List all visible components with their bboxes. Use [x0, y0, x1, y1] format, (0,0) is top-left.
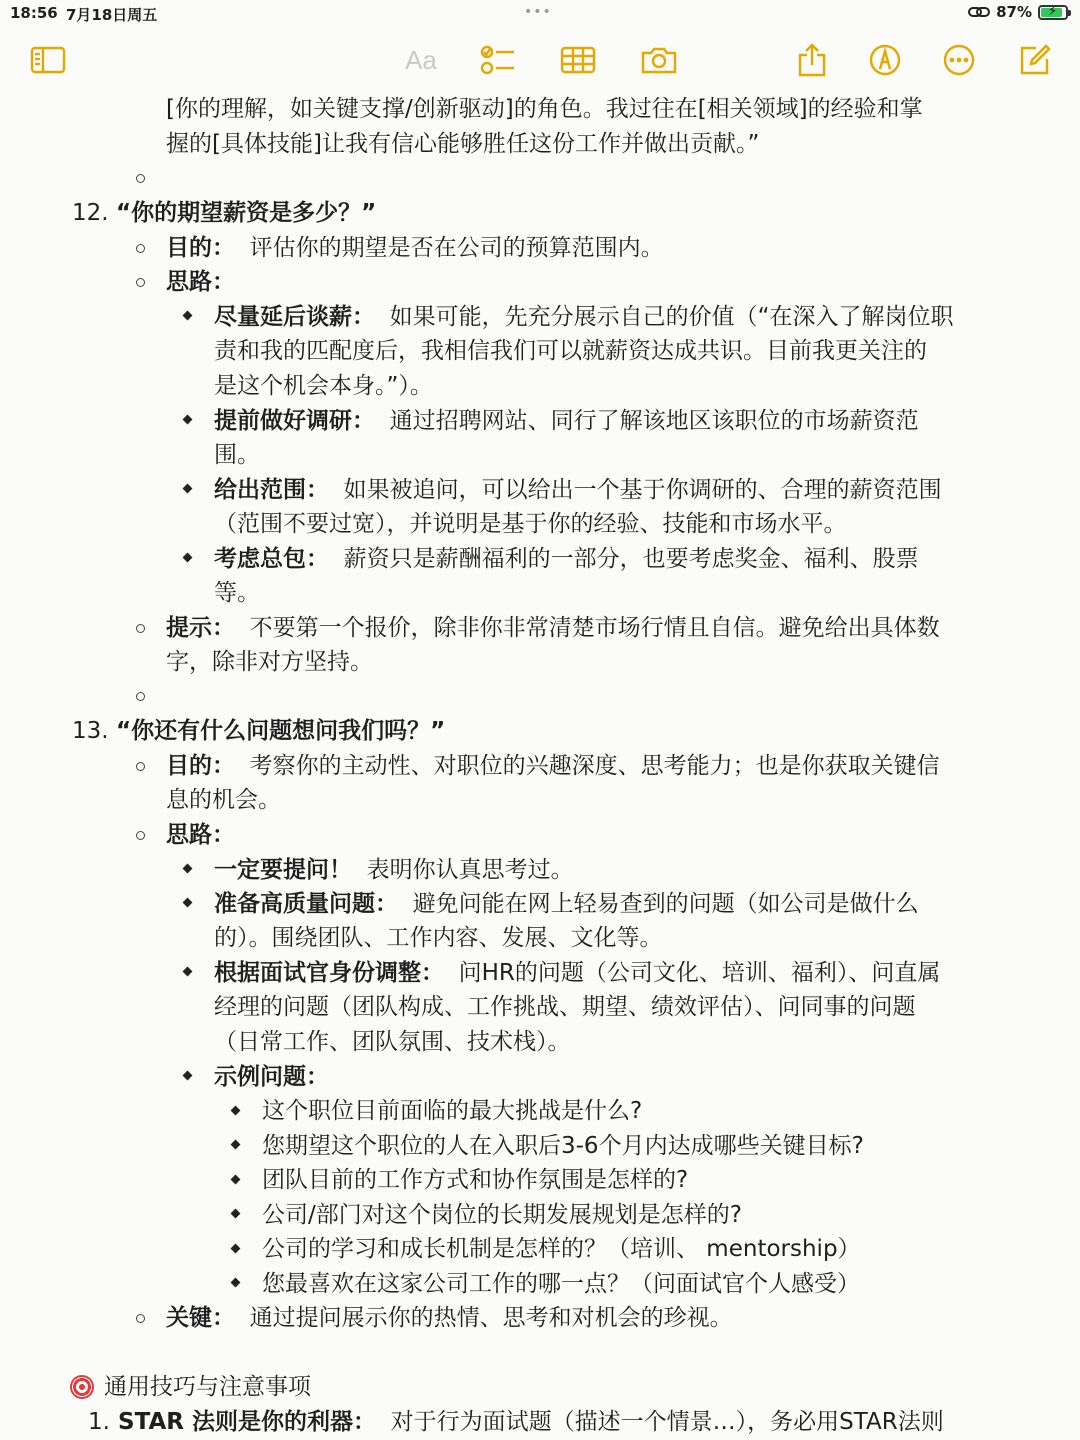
bullet-circle: [136, 624, 145, 633]
label: 一定要提问！: [214, 857, 352, 883]
label: STAR 法则是你的利器：: [118, 1409, 376, 1435]
battery-icon: [1038, 5, 1068, 20]
target-emoji-icon: [70, 1375, 94, 1399]
status-bar: [0, 0, 1080, 28]
q12-title: “你的期望薪资是多少？”: [116, 200, 377, 226]
checklist-button[interactable]: [478, 40, 518, 80]
bullet-circle: [136, 244, 145, 253]
example-3: 团队目前的工作方式和协作氛围是怎样的?: [262, 1167, 689, 1193]
section-title: 通用技巧与注意事项: [104, 1374, 311, 1400]
q12-b1-l2: 责和我的匹配度后，我相信我们可以就薪资达成共识。目前我更关注的: [214, 338, 927, 364]
bullet-diamond: [231, 1175, 241, 1185]
section-item-1: [118, 1405, 944, 1440]
label: 给出范围：: [214, 477, 329, 503]
section-heading: [70, 1370, 311, 1405]
bullet-diamond: [231, 1244, 241, 1254]
q13-b2-l2: 的）。围绕团队、工作内容、发展、文化等。: [214, 925, 663, 951]
bullet-diamond: [183, 864, 193, 874]
text: 表明你认真思考过。: [366, 857, 574, 883]
label: 准备高质量问题：: [214, 891, 398, 917]
example-5: 公司的学习和成长机制是怎样的？（培训、 mentorship）: [262, 1236, 861, 1262]
charging-bolt-icon: ⚡: [1048, 3, 1058, 19]
bullet-diamond: [183, 898, 193, 908]
status-right: [968, 3, 1068, 21]
q13-b3-l2: 经理的问题（团队构成、工作挑战、期望、绩效评估）、问同事的问题: [214, 994, 916, 1020]
intro-line-2: 握的[具体技能]让我有信心能够胜任这份工作并做出贡献。”: [166, 131, 760, 157]
text: 评估你的期望是否在公司的预算范围内。: [249, 235, 664, 261]
text: 问HR的问题（公司文化、培训、福利）、问直属: [458, 960, 941, 986]
link-icon: [968, 5, 990, 19]
bullet-diamond: [183, 967, 193, 977]
markup-button[interactable]: [866, 40, 904, 80]
q13-title: “你还有什么问题想问我们吗？”: [116, 718, 446, 744]
bullet-diamond: [183, 311, 193, 321]
bullet-circle: [136, 278, 145, 287]
camera-icon: [640, 45, 678, 75]
q12-b1-l1: [214, 300, 954, 335]
q12-tip-l1: [166, 611, 940, 646]
example-6: 您最喜欢在这家公司工作的哪一点？（问面试官个人感受）: [262, 1271, 860, 1297]
q12-b1-l3: 是这个机会本身。”）。: [214, 373, 433, 399]
bullet-diamond: [183, 484, 193, 494]
label: 目的：: [166, 235, 235, 261]
label: 目的：: [166, 753, 235, 779]
bullet-circle: [136, 831, 145, 840]
q12-b2-l2: 围。: [214, 442, 260, 468]
label: 考虑总包：: [214, 546, 329, 572]
q12-tip-l2: 字，除非对方坚持。: [166, 649, 373, 675]
share-icon: [797, 43, 827, 77]
q13-key: [166, 1301, 733, 1336]
example-4: 公司/部门对这个岗位的长期发展规划是怎样的?: [262, 1202, 742, 1228]
text: 通过招聘网站、同行了解该地区该职位的市场薪资范: [389, 408, 919, 434]
q13-b3-l3: （日常工作、团队氛围、技术栈）。: [214, 1029, 571, 1055]
q13-approach-label: 思路：: [166, 822, 235, 848]
list-number-1: 1.: [88, 1409, 110, 1435]
list-number-12: 12.: [72, 200, 109, 226]
bullet-diamond: [231, 1106, 241, 1116]
checklist-icon: [480, 44, 516, 76]
bullet-circle: [136, 1314, 145, 1323]
text: 薪资只是薪酬福利的一部分，也要考虑奖金、福利、股票: [343, 546, 919, 572]
markup-icon: [868, 43, 902, 77]
bullet-diamond: [231, 1140, 241, 1150]
q12-b3-l1: [214, 473, 942, 508]
q12-b4-l2: 等。: [214, 580, 260, 606]
q13-purpose-l2: 息的机会。: [166, 787, 281, 813]
text: 如果可能，先充分展示自己的价值（“在深入了解岗位职: [389, 304, 954, 330]
label: 尽量延后谈薪：: [214, 304, 375, 330]
compose-button[interactable]: [1016, 40, 1054, 80]
example-2: 您期望这个职位的人在入职后3-6个月内达成哪些关键目标?: [262, 1133, 864, 1159]
bullet-diamond: [231, 1278, 241, 1288]
bullet-diamond: [231, 1209, 241, 1219]
text: 考察你的主动性、对职位的兴趣深度、思考能力；也是你获取关键信: [249, 753, 940, 779]
multitasking-dots[interactable]: •••: [524, 4, 552, 20]
bullet-diamond: [183, 415, 193, 425]
q13-purpose-l1: [166, 749, 940, 784]
compose-icon: [1018, 43, 1052, 77]
status-date: 7月18日周五: [66, 6, 158, 24]
intro-line-1: [你的理解，如关键支撑/创新驱动]的角色。我过往在[相关领域]的经验和掌: [166, 96, 923, 122]
battery-percent: 87%: [996, 3, 1032, 21]
q13-b2-l1: [214, 887, 919, 922]
q12-b3-l2: （范围不要过宽），并说明是基于你的经验、技能和市场水平。: [214, 511, 847, 537]
share-button[interactable]: [794, 40, 830, 80]
text: 如果被追问，可以给出一个基于你调研的、合理的薪资范围: [343, 477, 942, 503]
sidebar-toggle-button[interactable]: [28, 40, 68, 80]
sidebar-icon: [30, 46, 66, 74]
bullet-circle: [136, 762, 145, 771]
q12-purpose: [166, 231, 664, 266]
more-button[interactable]: [940, 40, 978, 80]
list-number-13: 13.: [72, 718, 109, 744]
status-time: 18:56: [10, 4, 58, 22]
text: 对于行为面试题（描述一个情景…），务必用STAR法则: [390, 1409, 944, 1435]
table-button[interactable]: [558, 40, 598, 80]
label: 根据面试官身份调整：: [214, 960, 444, 986]
table-icon: [560, 46, 596, 74]
more-icon: [942, 43, 976, 77]
text: 避免问能在网上轻易查到的问题（如公司是做什么: [412, 891, 919, 917]
label: 提前做好调研：: [214, 408, 375, 434]
format-button[interactable]: Aa: [405, 44, 437, 75]
example-1: 这个职位目前面临的最大挑战是什么?: [262, 1098, 643, 1124]
notes-toolbar: [0, 40, 1080, 84]
empty-bullet: [136, 692, 145, 701]
q13-b1-l1: [214, 853, 574, 888]
bullet-diamond: [183, 1071, 193, 1081]
label: 提示：: [166, 615, 235, 641]
empty-bullet: [136, 174, 145, 183]
text: 不要第一个报价，除非你非常清楚市场行情且自信。避免给出具体数: [249, 615, 940, 641]
camera-button[interactable]: [638, 40, 680, 80]
q13-b4-label: 示例问题：: [214, 1064, 329, 1090]
q12-b2-l1: [214, 404, 919, 439]
label: 关键：: [166, 1305, 235, 1331]
q12-approach-label: 思路：: [166, 269, 235, 295]
q12-b4-l1: [214, 542, 919, 577]
q13-b3-l1: [214, 956, 940, 991]
text: 通过提问展示你的热情、思考和对机会的珍视。: [249, 1305, 733, 1331]
bullet-diamond: [183, 553, 193, 563]
